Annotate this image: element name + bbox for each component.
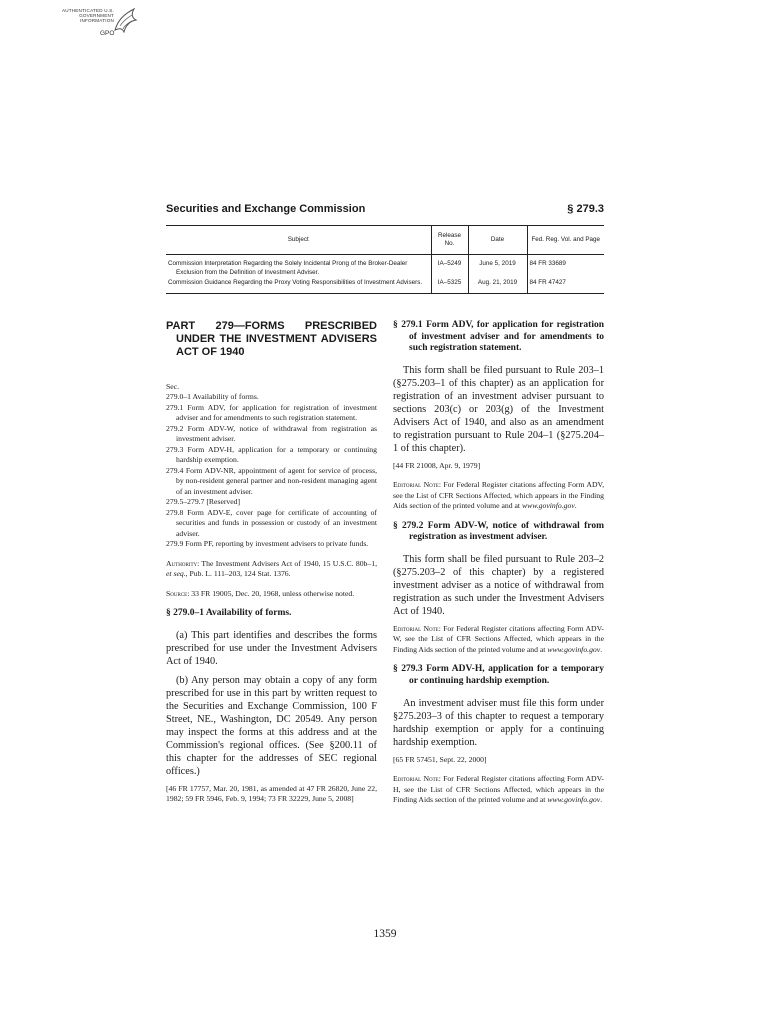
toc-item[interactable]: 279.5–279.7 [Reserved] <box>166 497 241 506</box>
editorial-note-end: . <box>600 795 603 805</box>
editorial-note-279-1 <box>393 480 604 512</box>
page-number: 1359 <box>373 928 397 940</box>
toc-item[interactable]: 279.2 Form ADV-W, notice of withdrawal from registration as investment adviser. <box>166 423 377 443</box>
section-heading-279-1: § 279.1 Form ADV, for application for registration of investment adviser and for amendments to such registration statement. <box>393 320 604 354</box>
authority-note <box>166 559 377 580</box>
authority-et-seq: et seq. <box>166 569 186 578</box>
editorial-note-label: Editorial Note: <box>393 623 441 633</box>
citation-279-1: [44 FR 21008, Apr. 9, 1979] <box>393 460 481 470</box>
editorial-note-end: . <box>574 501 577 511</box>
table-row <box>166 278 604 293</box>
toc-item[interactable]: 279.0–1 Availability of forms. <box>166 392 259 401</box>
right-column <box>393 320 604 815</box>
gpo-mark: GPO <box>100 30 115 37</box>
column-header-fed-reg: Fed. Reg. Vol. and Page <box>527 226 604 255</box>
section-heading-279-2: § 279.2 Form ADV-W, notice of withdrawal from registration as investment adviser. <box>393 520 604 543</box>
table-cell-release-no: IA–5249 <box>431 255 468 279</box>
paragraph-a: (a) This part identifies and describes the forms prescribed for use under the Investment Advisers Act of 1940. <box>166 629 377 667</box>
authority-text-2: , Pub. L. 111–203, 124 Stat. 1376. <box>185 569 291 578</box>
section-body-279-1: This form shall be filed pursuant to Rule 203–1 (§275.203–1 of this chapter) as an application for registration of an investment adviser pursuant to sections 203(c) or 203(g) of the Investment Advisers Act of 1940, and also as an amendment to registration pursuant to Rule 204–1 (§275.204–1 of this chapter). <box>393 364 604 454</box>
toc-item[interactable]: 279.4 Form ADV-NR, appointment of agent for service of process, by non-resident general partner and non-resident managing agent of an investment adviser. <box>166 465 377 496</box>
govinfo-link[interactable]: www.govinfo.gov <box>521 501 575 511</box>
editorial-note-end: . <box>600 644 603 654</box>
authority-label: Authority: <box>166 558 200 568</box>
editorial-note-text: For Federal Register citations affecting Form ADV-W, see the List of CFR Sections Affected, which appears in the Finding Aids section of the printed volume and at <box>393 623 604 654</box>
toc-item[interactable]: 279.8 Form ADV-E, cover page for certificate of accounting of securities and funds in possession or custody of an investment adviser. <box>166 507 377 538</box>
editorial-note-text: For Federal Register citations affecting Form ADV-H, see the List of CFR Sections Affected, which appears in the Finding Aids section of the printed volume and at <box>393 774 604 805</box>
govinfo-link[interactable]: www.govinfo.gov <box>547 795 601 805</box>
column-header-release-no: Release No. <box>431 226 468 255</box>
source-text: 33 FR 19005, Dec. 20, 1968, unless otherwise noted. <box>189 588 355 598</box>
table-cell-release-no: IA–5325 <box>431 278 468 293</box>
editorial-note-label: Editorial Note: <box>393 480 441 490</box>
authority-text: The Investment Advisers Act of 1940, 15 U.S.C. 80b–1, <box>199 558 377 568</box>
table-cell-fed-reg: 84 FR 47427 <box>527 278 604 293</box>
table-header-row <box>166 226 604 255</box>
running-head <box>166 203 604 219</box>
eagle-icon <box>112 6 138 38</box>
table-cell-fed-reg: 84 FR 33689 <box>527 255 604 279</box>
gpo-authentication-seal <box>56 6 142 42</box>
section-heading-279-3: § 279.3 Form ADV-H, application for a temporary or continuing hardship exemption. <box>393 664 604 687</box>
editorial-note-label: Editorial Note: <box>393 774 441 784</box>
agency-name: Securities and Exchange Commission <box>166 203 366 215</box>
citation-279-0-1: [46 FR 17757, Mar. 20, 1981, as amended at 47 FR 26820, June 22, 1982; 59 FR 5946, Feb. 9, 1994; 73 FR 32229, June 5, 2008] <box>166 783 377 804</box>
toc-label: Sec. <box>166 382 180 391</box>
authenticated-text: AUTHENTICATED U.S. GOVERNMENT INFORMATION <box>61 8 114 24</box>
citation-279-3: [65 FR 57451, Sept. 22, 2000] <box>393 754 487 764</box>
part-title: PART 279—FORMS PRESCRIBED UNDER THE INVESTMENT ADVISERS ACT OF 1940 <box>166 320 377 358</box>
section-number: § 279.3 <box>567 203 604 215</box>
section-body-279-2: This form shall be filed pursuant to Rule 203–2 (§275.203–2 of this chapter) by a registered investment adviser as a notice of withdrawal from registration as such under the Investment Advisers Act of 1940. <box>393 553 604 617</box>
paragraph-b: (b) Any person may obtain a copy of any form prescribed for use in this part by written request to the Securities and Exchange Commission, 100 F Street, NE., Washington, DC 20549. Any person may inspect the forms at this address and at the Commission's regional offices. (See §200.11 of this chapter for the addresses of SEC regional offices.) <box>166 674 377 777</box>
govinfo-link[interactable]: www.govinfo.gov <box>547 644 601 654</box>
releases-table <box>166 225 604 294</box>
editorial-note-279-3 <box>393 774 604 806</box>
toc-item[interactable]: 279.1 Form ADV, for application for registration of investment adviser and for amendments to such registration statement. <box>166 402 377 422</box>
editorial-note-279-2 <box>393 624 604 656</box>
section-body-279-3: An investment adviser must file this form under §275.203–3 of this chapter to request a temporary hardship exemption or apply for a continuing hardship exemption. <box>393 697 604 748</box>
table-cell-subject: Commission Interpretation Regarding the Solely Incidental Prong of the Broker-Dealer Exclusion from the Definition of Investment Adviser. <box>168 260 408 276</box>
table-row <box>166 255 604 279</box>
table-of-contents <box>166 392 377 550</box>
source-note <box>166 589 377 600</box>
editorial-note-text: For Federal Register citations affecting Form ADV, see the List of CFR Sections Affected, which appears in the Finding Aids section of the printed volume and at <box>393 480 605 511</box>
table-cell-date: Aug. 21, 2019 <box>468 278 527 293</box>
column-header-date: Date <box>468 226 527 255</box>
table-cell-date: June 5, 2019 <box>468 255 527 279</box>
column-header-subject: Subject <box>287 235 309 243</box>
source-label: Source: <box>166 588 190 598</box>
toc-item[interactable]: 279.9 Form PF, reporting by investment advisers to private funds. <box>166 539 369 548</box>
left-column <box>166 320 377 814</box>
table-cell-subject: Commission Guidance Regarding the Proxy Voting Responsibilities of Investment Advisers. <box>168 279 423 286</box>
toc-item[interactable]: 279.3 Form ADV-H, application for a temporary or continuing hardship exemption. <box>166 444 377 464</box>
section-heading-279-0-1: § 279.0–1 Availability of forms. <box>166 608 292 618</box>
